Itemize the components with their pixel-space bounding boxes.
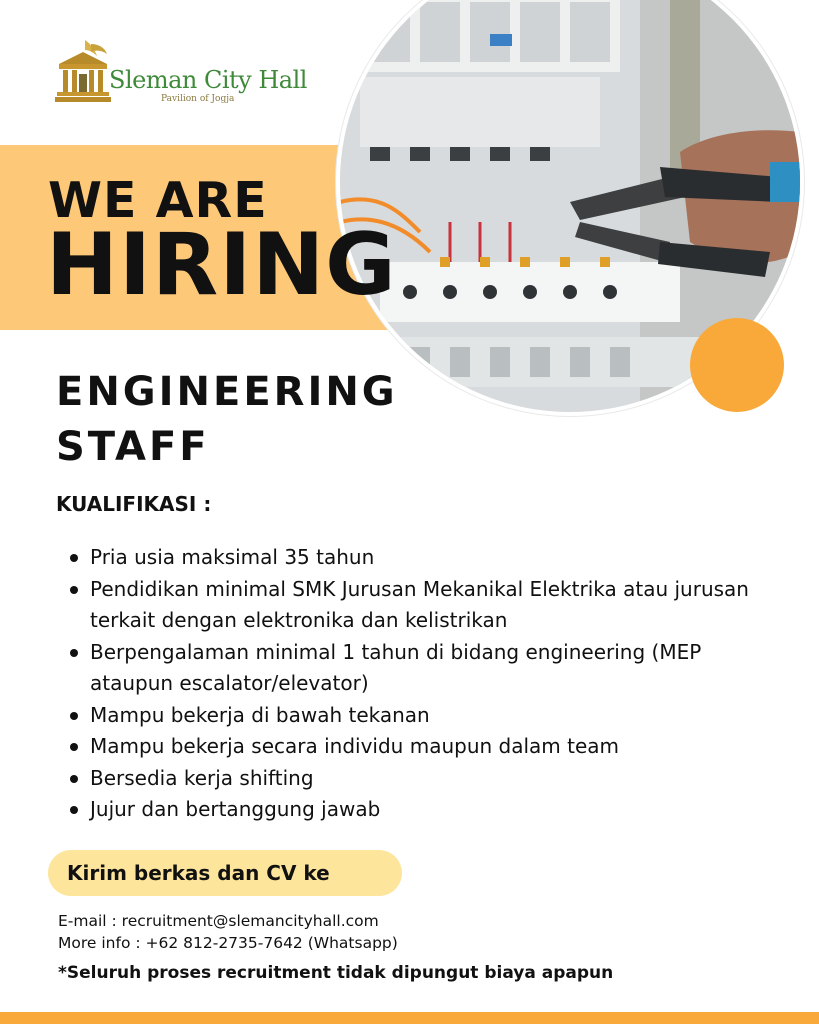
- job-title: [56, 365, 398, 475]
- list-item: Bersedia kerja shifting: [68, 763, 788, 795]
- qualifications-list: [68, 542, 788, 826]
- heading-line-2: HIRING: [46, 215, 397, 315]
- accent-dot: [690, 318, 784, 412]
- building-logo-icon: [55, 38, 111, 104]
- cta-pill: [48, 850, 402, 896]
- brand-name: Sleman City Hall: [109, 66, 307, 94]
- list-item: Pria usia maksimal 35 tahun: [68, 542, 788, 574]
- list-item: Jujur dan bertanggung jawab: [68, 794, 788, 826]
- bottom-bar: [0, 1012, 819, 1024]
- list-item: Pendidikan minimal SMK Jurusan Mekanikal Elektrika atau jurusan terkait dengan elektronika dan kelistrikan: [68, 574, 788, 637]
- list-item: Mampu bekerja di bawah tekanan: [68, 700, 788, 732]
- brand-logo: [55, 38, 315, 108]
- cta-label: Kirim berkas dan CV ke: [67, 861, 330, 885]
- brand-tagline: Pavilion of Jogja: [161, 94, 235, 104]
- info-line: More info : +62 812-2735-7642 (Whatsapp): [58, 934, 398, 952]
- list-item: Berpengalaman minimal 1 tahun di bidang engineering (MEP ataupun escalator/elevator): [68, 637, 788, 700]
- list-item: Mampu bekerja secara individu maupun dalam team: [68, 731, 788, 763]
- heading-line-1: WE ARE: [48, 172, 268, 229]
- job-title-line-2: STAFF: [56, 424, 210, 470]
- contact-block: [58, 910, 398, 954]
- fee-note: *Seluruh proses recruitment tidak dipungut biaya apapun: [58, 963, 614, 983]
- qualifications-label: KUALIFIKASI :: [56, 492, 212, 516]
- email-line: E-mail : recruitment@slemancityhall.com: [58, 912, 379, 930]
- job-title-line-1: ENGINEERING: [56, 369, 398, 415]
